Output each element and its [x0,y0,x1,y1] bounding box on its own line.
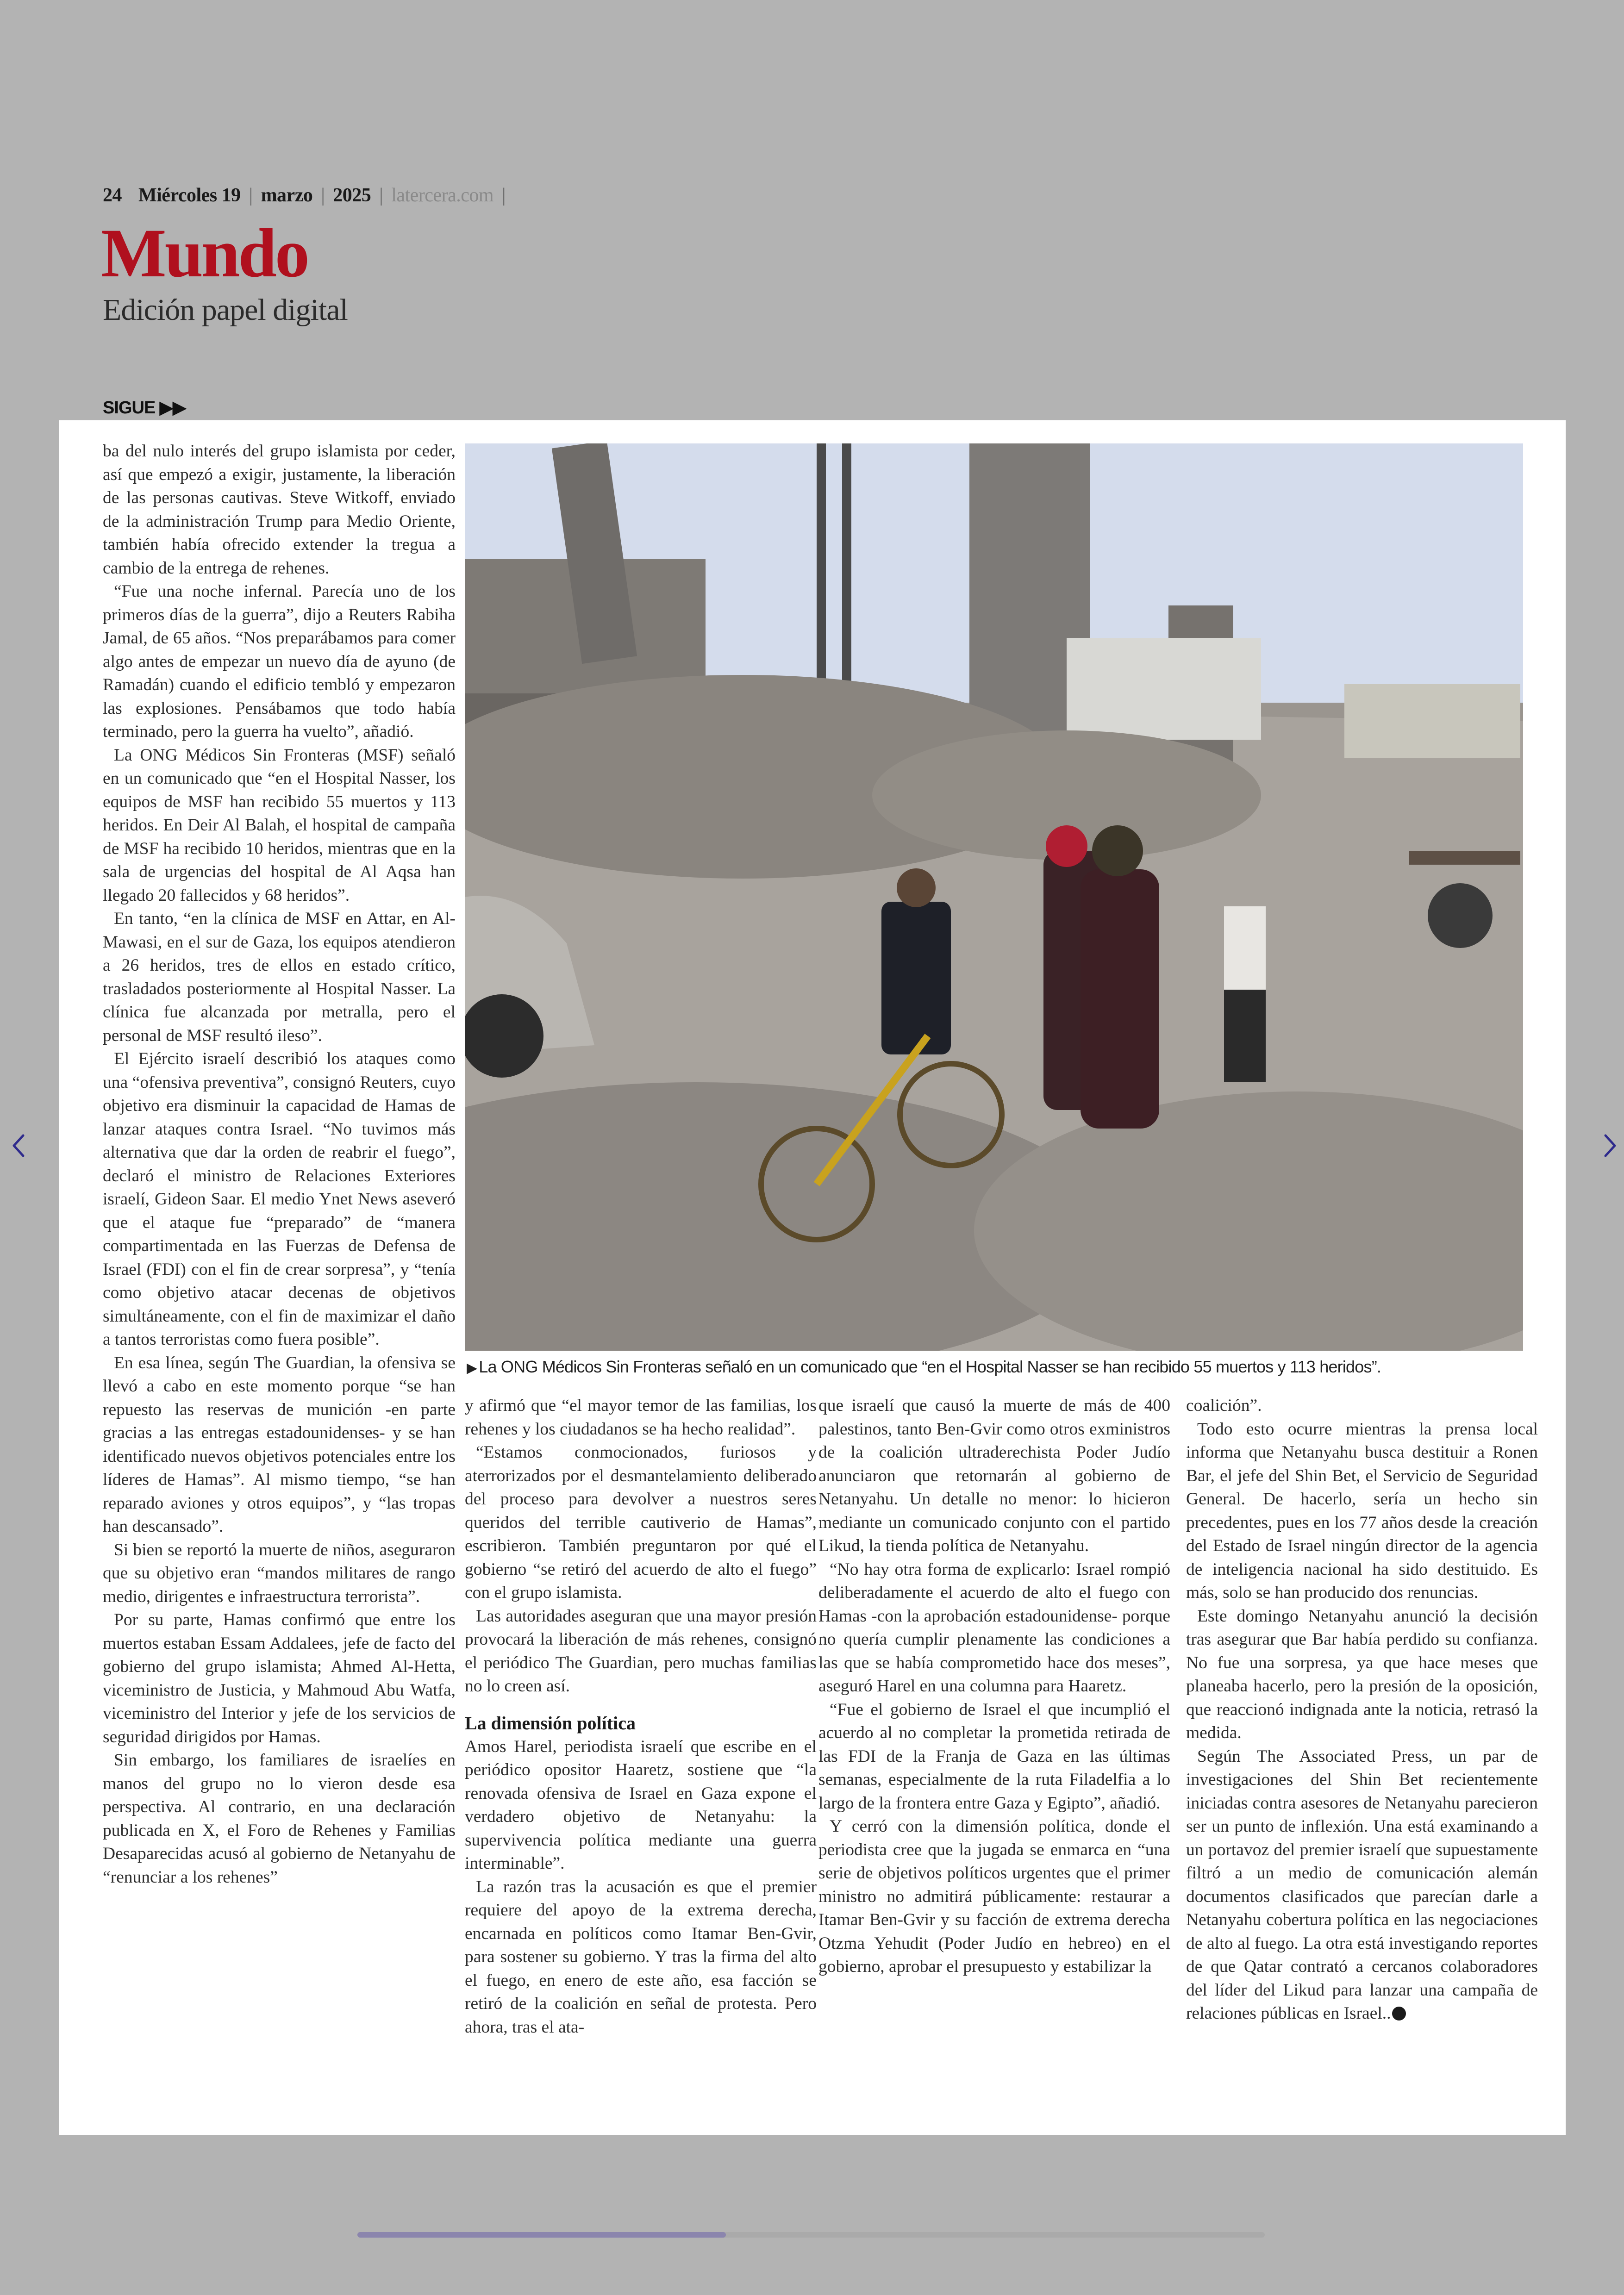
caption-text: La ONG Médicos Sin Fronteras señaló en un comunicado que “en el Hospital Nasser se han recibido 55 muertos y 113 heridos”. [479,1357,1381,1376]
divider: | [379,185,383,206]
site-name: latercera.com [391,185,494,206]
paragraph-text: Según The Associated Press, un par de investigaciones del Shin Bet recientemente iniciadas contra asesores de Netanyahu parecieron ser un punto de inflexión. Una está examinando a un portavoz del premier israelí que supuestamente filtró a un medio de comunicación alemán documentos clasificados que parecían darle a Netanyahu cobertura política en las negociaciones de alto al fuego. La otra está investigando reportes de que Qatar contrató a cercanos colaboradores del líder del Likud para lanzar una campaña de relaciones públicas en Israel.. [1186,1746,1538,2023]
paragraph: coalición”. [1186,1396,1262,1415]
newspaper-page [59,420,1566,2135]
paragraph-final [1186,1745,1538,2026]
masthead-dateline [103,184,509,206]
divider: | [249,185,253,206]
page-number: 24 [103,185,122,206]
paragraph: En esa línea, según The Guardian, la ofensiva se llevó a cabo en este momento porque “se han repuesto las reservas de munición -en parte gracias a las entregas estadounidenses- y se han identificado nuevos objetivos potenciales entre los líderes de Hamas”. Al mismo tiempo, “se han reparado aviones y otros equipos”, y “las tropas han descansado”. [103,1353,456,1536]
article-column-1 [103,440,456,1889]
paragraph: “No hay otra forma de explicarlo: Israel rompió deliberadamente el acuerdo de alto el fuego con Hamas -con la aprobación estadounidense- porque no quería cumplir plenamente las condiciones a las que se había comprometido hace dos meses”, aseguró Harel en una columna para Haaretz. [818,1559,1170,1696]
section-title: Mundo [101,215,308,292]
divider: | [502,185,506,206]
caption-triangle-icon: ▶ [467,1360,477,1376]
paragraph: Por su parte, Hamas confirmó que entre los muertos estaban Essam Addalees, jefe de facto del gobierno del grupo islamista; Ahmed Al-Hetta, viceministro de Justicia, y Mahmoud Abu Watfa, viceministro del Interior y jefe de los servicios de seguridad dirigidos por Hamas. [103,1610,456,1746]
date-weekday: Miércoles 19 [138,185,241,206]
paragraph: ba del nulo interés del grupo islamista por ceder, así que empezó a exigir, justamente, la liberación de las personas cautivas. Steve Witkoff, enviado de la administración Trump para Medio Oriente, también había ofrecido extender la tregua a cambio de la entrega de rehenes. [103,442,456,578]
paragraph: La ONG Médicos Sin Fronteras (MSF) señaló en un comunicado que “en el Hospital Nasser, los equipos de MSF han recibido 55 muertos y 113 heridos. En Deir Al Balah, el hospital de campaña de MSF ha recibido 10 heridos, mientras que en la sala de urgencias del hospital de Al Aqsa han llegado 20 fallecidos y 68 heridos”. [103,745,456,905]
date-month: marzo [261,185,313,206]
chevron-left-icon [10,1133,27,1159]
paragraph: “Fue el gobierno de Israel el que incumplió el acuerdo al no completar la prometida retirada de las FDI de la Franja de Gaza en las últimas semanas, especialmente de la ruta Filadelfia a lo largo de la frontera entre Gaza y Egipto”, añadió. [818,1700,1170,1813]
paragraph: que israelí que causó la muerte de más de 400 palestinos, tanto Ben-Gvir como otros exministros de la coalición ultraderechista Poder Judío anunciaron que retornarán al gobierno de Netanyahu. Un detalle no menor: lo hicieron mediante un comunicado conjunto con el partido Likud, la tienda política de Netanyahu. [818,1396,1170,1555]
divider: | [321,185,325,206]
paragraph: Sin embargo, los familiares de israelíes en manos del grupo no lo vieron desde esa perspectiva. Al contrario, en una declaración publicada en X, el Foro de Rehenes y Familias Desaparecidas acusó al gobierno de Netanyahu de “renunciar a los rehenes” [103,1751,456,1887]
paragraph: El Ejército israelí describió los ataques como una “ofensiva preventiva”, consignó Reuters, cuyo objetivo era disminuir la capacidad de Hamas de lanzar ataques contra Israel. “No tuvimos más alternativa que dar la orden de reabrir el fuego”, declaró el ministro de Relaciones Exteriores israelí, Gideon Saar. El medio Ynet News aseveró que el ataque fue “preparado” de “manera compartimentada en las Fuerzas de Defensa de Israel (FDI) con el fin de crear sorpresa”, y “tenía como objetivo atacar decenas de objetivos simultáneamente, con el fin de maximizar el daño a tantos terroristas como fuera posible”. [103,1049,456,1349]
paragraph: Amos Harel, periodista israelí que escribe en el periódico opositor Haaretz, sostiene que “la renovada ofensiva de Israel en Gaza expone el verdadero objetivo de Netanyahu: la supervivencia política mediante una guerra interminable”. [465,1737,817,1873]
paragraph: Y cerró con la dimensión política, donde el periodista cree que la jugada se enmarca en “una serie de objetivos políticos urgentes que el primer ministro no admitirá públicamente: restaurar a Itamar Ben-Gvir y su facción de extrema derecha Otzma Yehudit (Poder Judío en hebreo) en el gobierno, aprobar el presupuesto y estabilizar la [818,1817,1170,1976]
paragraph: “Estamos conmocionados, furiosos y aterrorizados por el desmantelamiento deliberado del proceso para devolver a nuestros seres queridos del terrible cautiverio de Hamas”, escribieron. También preguntaron por qué el gobierno “se retiró del acuerdo de alto el fuego” con el grupo islamista. [465,1443,817,1602]
rubble-scene-illustration [465,443,1523,1351]
end-of-article-dot-icon [1392,2007,1406,2021]
paragraph: “Fue una noche infernal. Parecía uno de los primeros días de la guerra”, dijo a Reuters Rabiha Jamal, de 65 años. “Nos preparábamos para comer algo antes de empezar un nuevo día de ayuno (de Ramadán) cuando el edificio tembló y empezaron las explosiones. Pensábamos que todo había terminado, pero la guerra ha vuelto”, añadió. [103,582,456,741]
article-column-4 [1186,1394,1538,2026]
article-column-2 [465,1394,817,2039]
paragraph: Las autoridades aseguran que una mayor presión provocará la liberación de más rehenes, consignó el periódico The Guardian, pero muchas familias no lo creen así. [465,1606,817,1696]
paragraph: Todo esto ocurre mientras la prensa local informa que Netanyahu busca destituir a Ronen Bar, el jefe del Shin Bet, el Servicio de Seguridad General. De hacerlo, sería un hecho sin precedentes, pues en los 77 años desde la creación del Estado de Israel ningún director de la agencia de inteligencia nacional ha sido destituido. Es más, solo se han producido dos renuncias. [1186,1419,1538,1602]
next-page-button[interactable] [1596,1129,1624,1162]
paragraph: Este domingo Netanyahu anunció la decisión tras asegurar que Bar había perdido su confianza. No fue una sorpresa, ya que hace meses que planeaba hacerlo, pero la presión de la oposición, que reaccionó indignada ante la noticia, retrasó la medida. [1186,1606,1538,1742]
edition-subtitle: Edición papel digital [103,293,348,327]
news-photo [465,443,1523,1351]
page-scrollbar-thumb[interactable] [357,2232,726,2238]
paragraph: En tanto, “en la clínica de MSF en Attar, en Al-Mawasi, en el sur de Gaza, los equipos atendieron a 26 heridos, tres de ellos en estado crítico, trasladados posteriormente al Hospital Nasser. La clínica fue alcanzada por metralla, pero el personal de MSF resultó ileso”. [103,909,456,1045]
date-year: 2025 [333,185,371,206]
photo-caption [467,1357,1527,1377]
previous-page-button[interactable] [5,1129,32,1162]
chevron-right-icon [1602,1133,1618,1159]
paragraph: La razón tras la acusación es que el premier requiere del apoyo de la extrema derecha, encarnada en políticos como Itamar Ben-Gvir, para sostener su gobierno. Y tras la firma del alto el fuego, en enero de este año, esa facción se retiró de la coalición en señal de protesta. Pero ahora, tras el ata- [465,1877,817,2037]
article-column-3 [818,1394,1170,1979]
continues-label: SIGUE ▶▶ [103,398,186,418]
page-scrollbar[interactable] [357,2232,1265,2238]
subheading: La dimensión política [465,1712,636,1734]
paragraph: y afirmó que “el mayor temor de las familias, los rehenes y los ciudadanos se ha hecho realidad”. [465,1396,817,1439]
paragraph: Si bien se reportó la muerte de niños, aseguraron que su objetivo eran “mandos militares de rango medio, dirigentes e infraestructura terrorista”. [103,1540,456,1606]
